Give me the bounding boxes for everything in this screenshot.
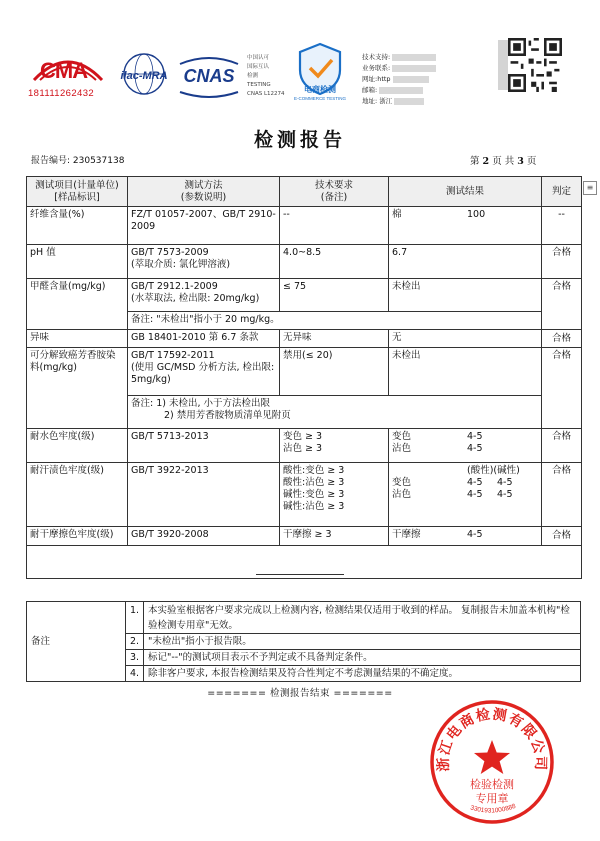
cell-result: (酸性)(碱性) 变色 4-5 4-5 沾色 4-5 4-5	[389, 463, 542, 527]
cell-judgement: 合格	[542, 279, 582, 330]
ec-title: 电商检测	[304, 85, 336, 94]
cnas-info-line: TESTING	[247, 82, 271, 88]
page-total: 3	[517, 156, 524, 167]
contact-label: 网址:	[362, 75, 378, 83]
cell-method: FZ/T 01057-2007、GB/T 2910-2009	[128, 207, 280, 245]
cell-judgement: 合格	[542, 330, 582, 348]
cell-requirement: 4.0~8.5	[280, 245, 389, 279]
cell-judgement: 合格	[542, 527, 582, 546]
cell-result: 干摩擦 4-5	[389, 527, 542, 546]
notes-table	[26, 601, 581, 682]
cell-requirement: --	[280, 207, 389, 245]
seal-number: 3301931000888	[469, 802, 517, 815]
cell-method: GB 18401-2010 第 6.7 条款	[128, 330, 280, 348]
note-row	[27, 602, 581, 634]
cell-item: 耐汗渍色牢度(级)	[27, 463, 128, 527]
table-row	[27, 279, 582, 312]
cell-item: 甲醛含量(mg/kg)	[27, 279, 128, 330]
cell-method: GB/T 3920-2008	[128, 527, 280, 546]
cell-item: 耐水色牢度(级)	[27, 429, 128, 463]
cma-word: CMA	[40, 58, 88, 83]
table-row	[27, 348, 582, 396]
contact-label: 技术支持:	[362, 53, 391, 61]
ilac-word: ilac-MRA	[120, 70, 168, 82]
contact-row	[362, 63, 452, 74]
contact-row	[362, 52, 452, 63]
note-text: 标记"--"的测试项目表示不予判定或不具备判定条件。	[144, 650, 581, 666]
cell-result: 6.7	[389, 245, 542, 279]
redacted-value	[394, 98, 424, 105]
note-number: 3.	[126, 650, 144, 666]
cell-judgement: 合格	[542, 348, 582, 429]
note-text: 除非客户要求, 本报告检测结果及符合性判定不考虑测量结果的不确定度。	[144, 666, 581, 682]
cell-note: 备注: "未检出"指小于 20 mg/kg。	[128, 312, 542, 330]
cell-requirement: 酸性:变色 ≥ 3 酸性:沾色 ≥ 3 碱性:变色 ≥ 3 碱性:沾色 ≥ 3	[280, 463, 389, 527]
note-text: "未检出"指小于报告限。	[144, 634, 581, 650]
page-indicator	[470, 153, 536, 167]
seal-company-name: 浙江电商检测有限公司	[435, 706, 549, 772]
contact-label: 业务联系:	[362, 64, 391, 72]
note-number: 2.	[126, 634, 144, 650]
cnas-logo	[176, 56, 242, 98]
page-prefix: 第	[470, 156, 480, 167]
header-requirement: 技术要求 (备注)	[280, 177, 389, 207]
cell-result: 无	[389, 330, 542, 348]
cell-requirement: 无异味	[280, 330, 389, 348]
cnas-info-line: 中国认可	[247, 55, 270, 61]
sidebar-toggle-icon[interactable]: ≡	[583, 181, 597, 195]
cell-result: 未检出	[389, 348, 542, 396]
page-mid: 页 共	[492, 156, 515, 167]
contact-row	[362, 74, 452, 85]
header-result: 测试结果	[389, 177, 542, 207]
cell-requirement: 禁用(≤ 20)	[280, 348, 389, 396]
cnas-info-line: 检测	[247, 73, 259, 79]
cell-note: 备注: 1) 未检出, 小于方法检出限 2) 禁用芳香胺物质清单见附页	[128, 396, 542, 429]
table-row	[27, 527, 582, 546]
redacted-value	[392, 54, 436, 61]
seal-center-line1: 检验检测	[470, 778, 514, 791]
cell-item: 异味	[27, 330, 128, 348]
cell-result: 变色 4-5 沾色 4-5	[389, 429, 542, 463]
redacted-value	[393, 76, 429, 83]
notes-label: 备注	[27, 602, 126, 682]
cell-requirement: ≤ 75	[280, 279, 389, 312]
contact-label: 地址: 浙江	[362, 97, 393, 105]
cell-method: GB/T 3922-2013	[128, 463, 280, 527]
report-end-marker: ======= 检测报告结束 =======	[207, 688, 393, 699]
cnas-info-line: 国际互认	[247, 64, 270, 70]
cma-number: 181111262432	[28, 88, 95, 99]
cma-logo	[28, 50, 108, 106]
cell-result: 未检出	[389, 279, 542, 312]
ec-subtitle: E-COMMERCE TESTING	[294, 96, 346, 101]
cell-result: 棉 100	[389, 207, 542, 245]
page-title: 检测报告	[253, 129, 346, 151]
cell-method: GB/T 2912.1-2009 (水萃取法, 检出限: 20mg/kg)	[128, 279, 280, 312]
table-row	[27, 429, 582, 463]
cell-judgement: --	[542, 207, 582, 245]
header-item: 测试项目(计量单位) [样品标识]	[27, 177, 128, 207]
table-header-row	[27, 177, 582, 207]
table-end-line	[256, 574, 344, 575]
cnas-info-line: CNAS L12274	[247, 91, 285, 97]
qr-code-icon[interactable]	[508, 38, 562, 92]
cell-item: 纤维含量(%)	[27, 207, 128, 245]
results-table	[26, 176, 582, 579]
contact-row	[362, 96, 452, 107]
cell-judgement: 合格	[542, 429, 582, 463]
cnas-word: CNAS	[183, 66, 235, 86]
seal-center-line2: 专用章	[475, 792, 509, 805]
header-judgement: 判定	[542, 177, 582, 207]
report-number: 报告编号: 230537138	[31, 156, 125, 166]
ilac-logo	[117, 52, 171, 102]
cell-judgement: 合格	[542, 463, 582, 527]
cell-requirement: 干摩擦 ≥ 3	[280, 527, 389, 546]
page-suffix: 页	[526, 156, 537, 167]
cell-item: 可分解致癌芳香胺染料(mg/kg)	[27, 348, 128, 429]
contact-url-prefix: http	[377, 75, 391, 83]
table-row	[27, 245, 582, 279]
redacted-value	[392, 65, 436, 72]
cell-method: GB/T 5713-2013	[128, 429, 280, 463]
cell-method: GB/T 7573-2009 (萃取介质: 氯化钾溶液)	[128, 245, 280, 279]
contact-block	[362, 52, 452, 107]
cell-item: 耐干摩擦色牢度(级)	[27, 527, 128, 546]
page-current: 2	[482, 156, 490, 167]
table-row	[27, 330, 582, 348]
cell-item: pH 值	[27, 245, 128, 279]
header-method: 测试方法 (参数说明)	[128, 177, 280, 207]
note-number: 1.	[126, 602, 144, 634]
table-row	[27, 463, 582, 527]
cell-requirement: 变色 ≥ 3 沾色 ≥ 3	[280, 429, 389, 463]
redacted-value	[379, 87, 423, 94]
company-seal-icon	[428, 698, 556, 826]
contact-label: 邮箱:	[362, 86, 378, 94]
note-number: 4.	[126, 666, 144, 682]
note-text: 本实验室根据客户要求完成以上检测内容, 检测结果仅适用于收到的样品。 复制报告未加盖本机构"检验检测专用章"无效。	[144, 602, 581, 634]
cell-method: GB/T 17592-2011 (使用 GC/MSD 分析方法, 检出限: 5mg/kg)	[128, 348, 280, 396]
contact-row	[362, 85, 452, 96]
table-row	[27, 207, 582, 245]
cell-judgement: 合格	[542, 245, 582, 279]
